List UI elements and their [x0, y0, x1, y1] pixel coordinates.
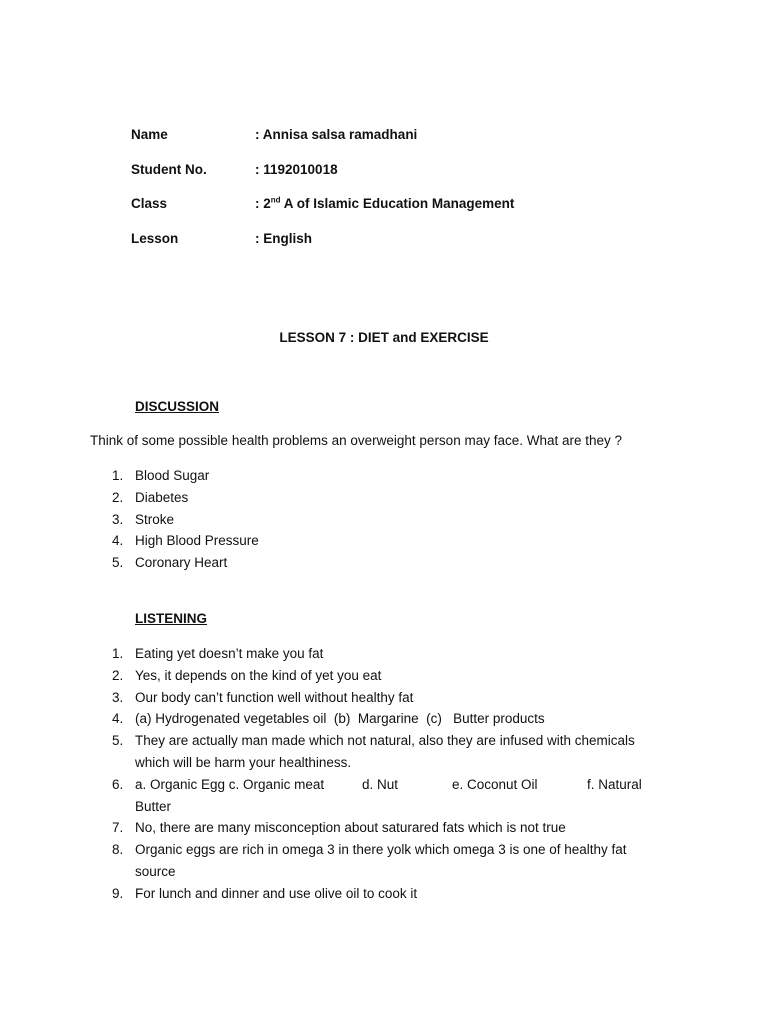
list-text: High Blood Pressure: [135, 533, 259, 549]
list-number: 7.: [112, 820, 124, 836]
list-number: 4.: [112, 711, 124, 727]
listening-heading: LISTENING: [135, 611, 208, 626]
item-6-part-d: d. Nut: [362, 776, 399, 792]
list-item: [0, 687, 645, 709]
name-label: Name: [131, 127, 168, 142]
list-number: 2.: [112, 489, 124, 505]
list-text: They are actually man made which not natural, also they are infused with chemicals which will be harm your healthiness.: [135, 733, 635, 770]
list-item: [0, 883, 645, 905]
list-item: [0, 839, 645, 883]
lesson-label: Lesson: [131, 231, 179, 246]
discussion-heading: DISCUSSION: [135, 399, 220, 414]
list-number: 4.: [112, 533, 124, 549]
class-row: [131, 196, 514, 211]
lesson-title: LESSON 7 : DIET and EXERCISE: [279, 330, 489, 345]
student-row: [131, 162, 338, 177]
discussion-question: Think of some possible health problems an overweight person may face. What are they ?: [90, 433, 623, 448]
list-item: [0, 487, 645, 509]
lesson-value: : English: [255, 231, 312, 246]
list-item: [0, 530, 645, 552]
list-text: (a) Hydrogenated vegetables oil (b) Margarine (c) Butter products: [135, 711, 545, 727]
list-item: [0, 643, 645, 665]
list-item: [0, 552, 645, 574]
name-value: : Annisa salsa ramadhani: [255, 127, 418, 142]
list-number: 5.: [112, 555, 124, 571]
list-text: Coronary Heart: [135, 555, 228, 571]
item-6-part-e: e. Coconut Oil: [452, 776, 538, 792]
class-value-superscript: nd: [270, 195, 281, 205]
list-text: Our body can’t function well without healthy fat: [135, 689, 414, 705]
list-text: No, there are many misconception about saturared fats which is not true: [135, 820, 566, 836]
list-item: [0, 465, 645, 487]
class-value-prefix: : 2: [255, 196, 271, 211]
item-6-part-f: f. Natural Butter: [135, 776, 642, 814]
list-number: 8.: [112, 842, 124, 858]
list-number: 6.: [112, 776, 124, 792]
list-item: [0, 774, 645, 818]
list-item: [0, 708, 645, 730]
list-number: 1.: [112, 468, 124, 483]
list-item: [0, 730, 645, 774]
list-number: 2.: [112, 667, 124, 683]
list-text: [135, 774, 645, 818]
student-label: Student No.: [131, 162, 207, 177]
list-text: Diabetes: [135, 489, 189, 505]
item-6-part-a: a. Organic Egg c. Organic meat: [135, 776, 325, 792]
class-value-suffix: A of Islamic Education Management: [280, 196, 515, 211]
list-item: [0, 509, 645, 531]
class-label: Class: [131, 196, 168, 211]
list-number: 3.: [112, 511, 124, 527]
student-value: : 1192010018: [255, 162, 338, 177]
list-number: 3.: [112, 689, 124, 705]
list-text: Stroke: [135, 511, 175, 527]
list-item: [0, 817, 645, 839]
list-number: 5.: [112, 733, 124, 749]
lesson-row: [131, 231, 312, 246]
name-row: [131, 127, 417, 142]
list-text: Eating yet doesn’t make you fat: [135, 646, 324, 661]
list-text: Organic eggs are rich in omega 3 in there yolk which omega 3 is one of healthy fat source: [135, 842, 627, 879]
listening-list: [0, 643, 645, 905]
list-text: Blood Sugar: [135, 468, 210, 483]
list-item: [0, 665, 645, 687]
list-number: 1.: [112, 646, 124, 661]
list-text: Yes, it depends on the kind of yet you eat: [135, 667, 382, 683]
discussion-list: [0, 465, 645, 574]
list-number: 9.: [112, 885, 124, 901]
class-value: [255, 196, 514, 211]
list-text: For lunch and dinner and use olive oil to cook it: [135, 885, 418, 901]
